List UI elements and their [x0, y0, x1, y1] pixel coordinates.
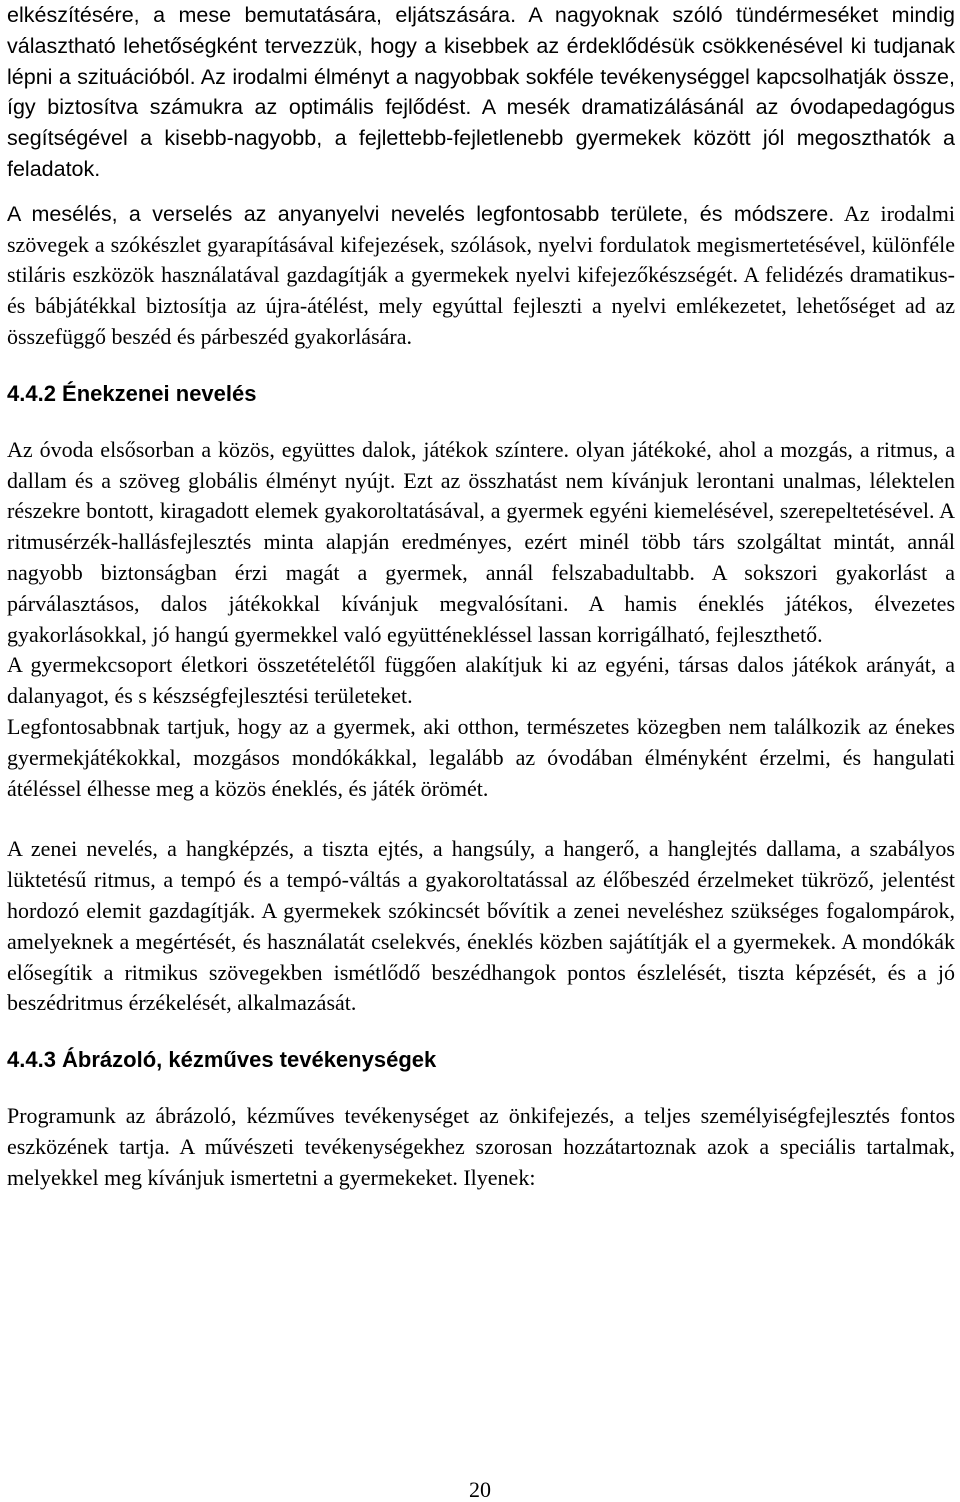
page-number: 20: [469, 1477, 491, 1502]
spacer: [7, 185, 955, 199]
spacer: [7, 804, 955, 834]
spacer: [7, 1075, 955, 1101]
paragraph-body-text: Az irodalmi szövegek a szókészlet gyarapításával kifejezések, szólások, nyelvi fordulatok megismertetésével, különféle stiláris eszközök használatával gazdagítják a gyermekek nyelvi kifejezőkészségét. A felidézés dramatikus- és bábjátékkal biztosítja az újra-átélést, mely egyúttal fejleszti a nyelvi emlékezetet, lehetőséget ad az összefüggő beszéd és párbeszéd gyakorlására.: [7, 200, 955, 349]
paragraph-art-program: Programunk az ábrázoló, kézműves tevékenységet az önkifejezés, a teljes személyiségfejlesztés fontos eszközének tartja. A művészeti tevékenységekhez szorosan hozzátartoznak azok a speciális tartalmak, melyekkel meg kívánjuk ismertetni a gyermekeket. Ilyenek:: [7, 1103, 955, 1190]
section-heading-music-education: 4.4.2 Énekzenei nevelés: [7, 380, 257, 406]
paragraph-kindergarten-songs: Az óvoda elsősorban a közös, együttes dalok, játékok színtere. olyan játékoké, ahol a mozgás, a ritmus, a dallam és a szöveg globális élményt nyújt. Ezt az összhatást nem kívánjuk lerontani unalmas, lélektelen részekre bontott, kiragadott elemek gyakoroltatásával, a gyermek egyéni kiemelésével, szerepeltetésével. A ritmusérzék-hallásfejlesztés minta alapján eredményes, ezért minél több társ szolgáltat mintát, annál nagyobb biztonságban érzi magát a gyermek, annál felszabadultabb. A sokszori gyakorlást a párválasztásos, dalos játékokkal kívánjuk megvalósítani. A hamis éneklés játékos, élvezetes gyakorlásokkal, jó hangú gyermekkel való együtténekléssel lassan korrigálható, fejleszthető.: [7, 436, 955, 647]
paragraph-storytelling-reciting: [7, 199, 955, 353]
document-page: [7, 0, 955, 1194]
spacer: [7, 353, 955, 379]
section-heading-art-crafts: 4.4.3 Ábrázoló, kézműves tevékenységek: [7, 1047, 437, 1073]
paragraph-age-composition: A gyermekcsoport életkori összetételétől függően alakítjuk ki az egyéni, társas dalos játékok arányát, a dalanyagot, és s készségfejlesztési területeket.: [7, 652, 955, 709]
paragraph-music-speech: A zenei nevelés, a hangképzés, a tiszta ejtés, a hangsúly, a hangerő, a hanglejtés dallama, a szabályos lüktetésű ritmus, a tempó és a tempó-váltás a gyakoroltatással az élőbeszéd érzelmeket tükröző, jelentést hordozó elemit gazdagítják. A gyermekek szókincsét bővítik a zenei neveléshez szükséges fogalompárok, amelyeknek a megértését, és használatát cselekvés, éneklés közben sajátítják el a gyermekek. A mondókák elősegítik a ritmikus szövegekben ismétlődő beszédhangok pontos észlelését, tiszta képzését, és a jó beszédritmus érzékelését, alkalmazását.: [7, 836, 955, 1016]
paragraph-most-important: Legfontosabbnak tartjuk, hogy az a gyermek, aki otthon, természetes közegben nem találkozik az énekes gyermekjátékokkal, mozgásos mondókákkal, legalább az óvodában élményként érzelmi, és hangulati átéléssel élhesse meg a közös éneklés, és játék örömét.: [7, 713, 955, 801]
paragraph-story-dramatization: elkészítésére, a mese bemutatására, eljátszására. A nagyoknak szóló tündérmeséket mindig választható lehetőségként tervezzük, hogy a kisebbek az érdeklődésük csökkenésével ki tudjanak lépni a szituációból. Az irodalmi élményt a nagyobbak sokféle tevékenységgel kapcsolhatják össze, így biztosítva számukra az optimális fejlődést. A mesék dramatizálásánál az óvodapedagógus segítségével a kisebb-nagyobb, a fejlettebb-fejletlenebb gyermekek között jól megoszthatók a feladatok.: [7, 3, 955, 181]
paragraph-lead-sentence: A mesélés, a verselés az anyanyelvi nevelés legfontosabb területe, és módszere.: [7, 201, 835, 226]
spacer: [7, 1019, 955, 1045]
spacer: [7, 409, 955, 435]
